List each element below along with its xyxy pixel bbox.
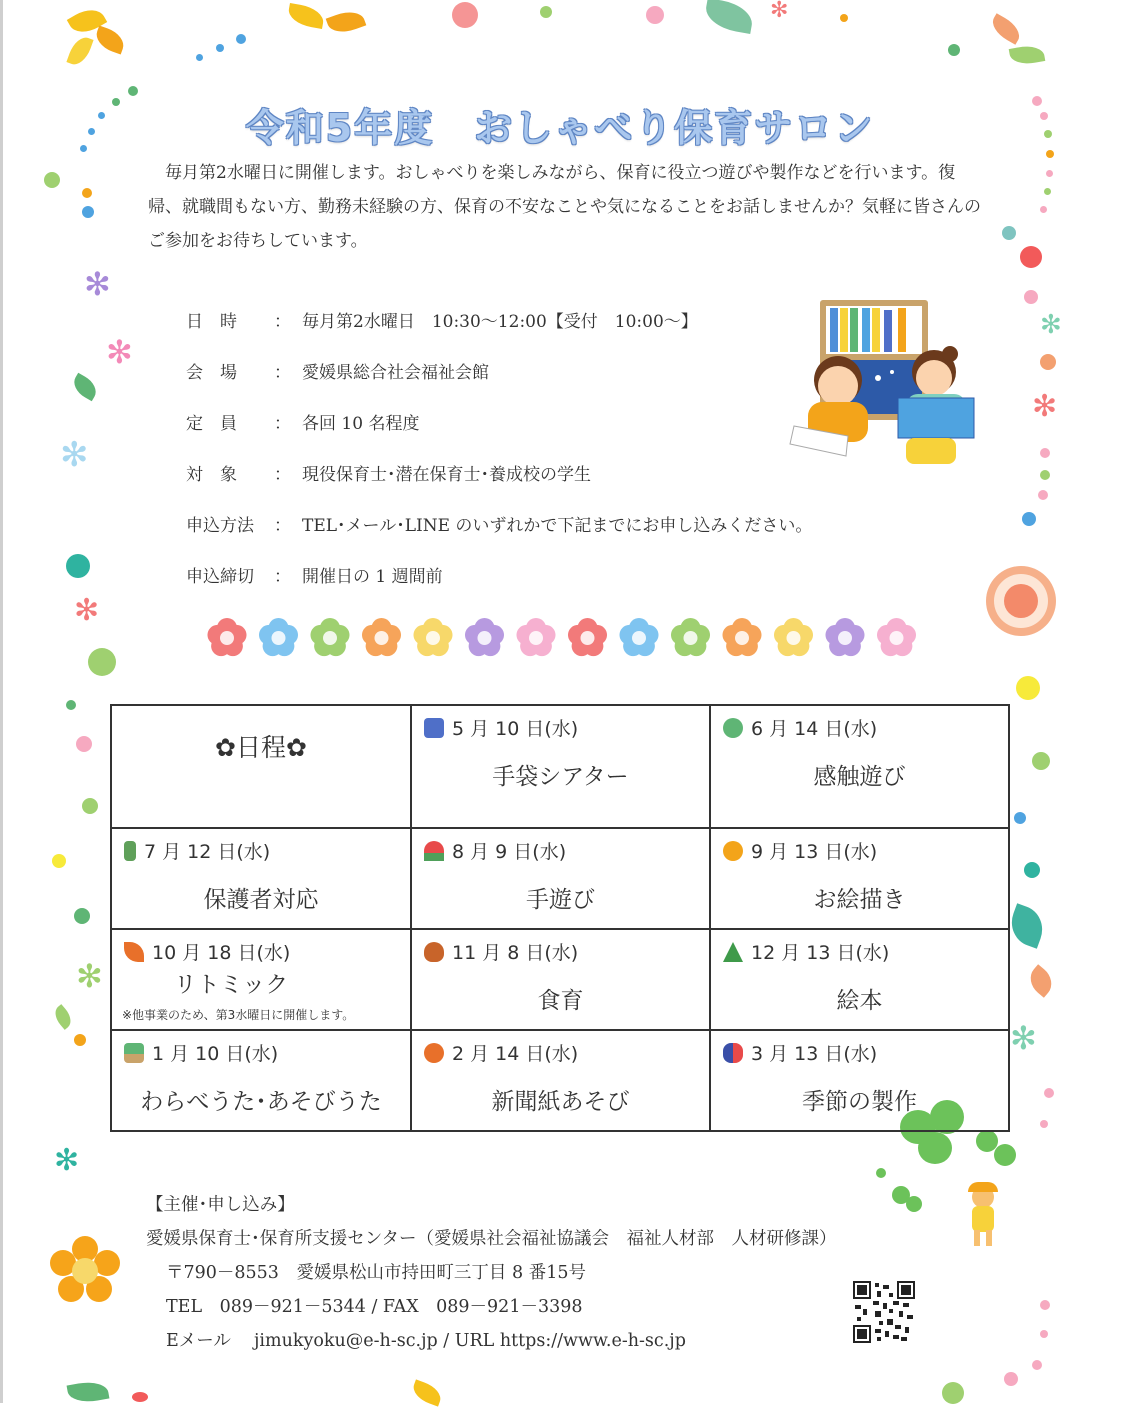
dot (1044, 188, 1051, 195)
table-row (111, 828, 1009, 929)
flower-icon (722, 618, 761, 656)
schedule-title: わらべうた･あそびうた (140, 1089, 382, 1115)
frog-icon (723, 718, 743, 738)
schedule-title: 新聞紙あそび (491, 1089, 630, 1115)
schedule-date: 1 月 10 日(水) (152, 1043, 279, 1065)
leaf-icon (1024, 964, 1058, 998)
dot (112, 98, 120, 106)
asterisk-flower-icon: ✻ (54, 1143, 80, 1178)
asterisk-flower-icon: ✻ (1010, 1019, 1037, 1057)
dot (1032, 96, 1042, 106)
flower-icon (516, 618, 555, 656)
schedule-table (110, 704, 1010, 1132)
dot (82, 798, 98, 814)
info-label: 対 象 (186, 465, 237, 485)
dot (82, 188, 92, 198)
info-row-capacity (186, 396, 836, 447)
table-row (111, 929, 1009, 1030)
schedule-cell (111, 929, 411, 1030)
schedule-date: 12 月 13 日(水) (751, 942, 890, 964)
leaf-icon (1009, 43, 1046, 67)
footer-address: 〒790－8553 愛媛県松山市持田町三丁目 8 番15号 (166, 1263, 586, 1283)
schedule-title: 感触遊び (813, 764, 906, 790)
info-value: 開催日の 1 週間前 (302, 567, 443, 587)
dot (1024, 290, 1038, 304)
info-row-datetime (186, 294, 836, 345)
schedule-cell (411, 929, 710, 1030)
flower-icon (413, 618, 452, 656)
dot (1004, 1372, 1018, 1386)
info-colon: ： (274, 567, 291, 587)
schedule-title: 手遊び (526, 887, 595, 913)
info-label: 申込方法 (186, 516, 254, 536)
footer-email-url: Eメール jimukyoku@e-h-sc.jp / URL https://www.e-h-sc.jp (166, 1331, 686, 1351)
qr-code-icon (853, 1281, 915, 1343)
event-info (186, 294, 836, 600)
schedule-date: 2 月 14 日(水) (452, 1043, 579, 1065)
asterisk-flower-icon: ✻ (1040, 310, 1062, 340)
info-value: 愛媛県総合社会福祉会館 (302, 363, 489, 383)
flower-icon (774, 618, 813, 656)
schedule-title: 食育 (537, 988, 584, 1014)
dot (74, 908, 90, 924)
asterisk-flower-icon: ✻ (60, 435, 89, 475)
schedule-title: 季節の製作 (802, 1089, 917, 1115)
oni-icon (424, 1043, 444, 1063)
flower-icon (568, 618, 607, 656)
hina-doll-icon (723, 1043, 743, 1063)
dot (646, 6, 664, 24)
info-label: 定 員 (186, 414, 237, 434)
dot (196, 54, 203, 61)
info-row-venue (186, 345, 836, 396)
dot (1032, 752, 1050, 770)
dot (128, 86, 138, 96)
kadomatsu-icon (124, 1043, 144, 1063)
dot (1040, 206, 1047, 213)
schedule-title: リトミック (173, 972, 289, 998)
schedule-heading: ✿日程✿ (111, 705, 411, 828)
schedule-date: 7 月 12 日(水) (144, 841, 271, 863)
schedule-date: 8 月 9 日(水) (452, 841, 567, 863)
schedule-date: 10 月 18 日(水) (152, 942, 291, 964)
leaf-icon (703, 0, 755, 34)
schedule-title: 手袋シアター (492, 764, 629, 790)
schedule-cell (111, 1030, 411, 1131)
leaf-icon (67, 1379, 110, 1406)
leaf-icon (326, 6, 367, 37)
dot (1032, 1360, 1042, 1370)
flower-icon (465, 618, 504, 656)
info-row-target (186, 447, 836, 498)
schedule-cell (111, 828, 411, 929)
dot (80, 145, 87, 152)
dot (840, 14, 848, 22)
dot (82, 206, 94, 218)
dot (1046, 150, 1054, 158)
dot (1020, 246, 1042, 268)
cactus-icon (124, 841, 136, 861)
leaf-icon (51, 1004, 76, 1030)
info-label: 申込締切 (186, 567, 254, 587)
flower-icon (877, 618, 916, 656)
asterisk-flower-icon: ✻ (84, 265, 111, 303)
dot (1040, 1120, 1048, 1128)
asterisk-flower-icon: ✻ (1032, 389, 1058, 424)
flower-icon (207, 618, 246, 656)
asterisk-flower-icon: ✻ (106, 333, 133, 371)
schedule-cell (411, 1030, 710, 1131)
dot (1044, 1088, 1054, 1098)
dot (132, 1392, 148, 1402)
chestnut-icon (424, 942, 444, 962)
dot (1038, 490, 1048, 500)
dot (88, 648, 116, 676)
info-colon: ： (274, 516, 291, 536)
info-value: 各回 10 名程度 (302, 414, 420, 434)
dot (66, 700, 76, 710)
intro-paragraph: 毎月第2水曜日に開催します。おしゃべりを楽しみながら、保育に役立つ遊びや製作などを行います。復帰、就職間もない方、勤務未経験の方、保育の不安なことや気になることをお話しませんか？気軽に皆さんのご参加をお待ちしています。 (148, 163, 981, 251)
schedule-title: 絵本 (836, 988, 883, 1014)
contact-footer (146, 1188, 946, 1358)
dot (1040, 112, 1048, 120)
info-colon: ： (274, 465, 291, 485)
leaf-icon (988, 13, 1025, 45)
info-value: 毎月第2水曜日 10:30～12:00【受付 10:00～】 (302, 312, 698, 332)
autumn-leaf-icon (124, 942, 144, 962)
schedule-cell (710, 828, 1009, 929)
watermelon-icon (424, 841, 444, 861)
schedule-title: お絵描き (813, 887, 906, 913)
dot (236, 34, 246, 44)
dot (1016, 676, 1040, 700)
leaf-icon (66, 34, 93, 68)
schedule-date: 3 月 13 日(水) (751, 1043, 878, 1065)
schedule-date: 9 月 13 日(水) (751, 841, 878, 863)
dot (1040, 448, 1050, 458)
flower-divider (205, 616, 925, 660)
dot (1040, 354, 1056, 370)
train-icon (424, 718, 444, 738)
dot (1002, 226, 1016, 240)
children-reading-illustration (788, 298, 983, 468)
dot (452, 2, 478, 28)
asterisk-flower-icon: ✻ (76, 957, 103, 995)
dot (66, 554, 90, 578)
dot (1040, 1330, 1048, 1338)
page-title: 令和5年度 おしゃべり保育サロン (245, 106, 875, 151)
leaf-icon (69, 373, 101, 402)
dot (88, 128, 95, 135)
schedule-date: 5 月 10 日(水) (452, 718, 579, 740)
flower-icon (671, 618, 710, 656)
flower-icon (362, 618, 401, 656)
footer-phone-fax: TEL 089－921－5344 / FAX 089－921－3398 (166, 1297, 583, 1317)
info-label: 日 時 (186, 312, 237, 332)
dot (1014, 812, 1026, 824)
schedule-cell (411, 705, 710, 828)
table-row (111, 705, 1009, 828)
orange-flower-icon (50, 1236, 120, 1306)
dot (216, 44, 224, 52)
asterisk-flower-icon: ✻ (770, 0, 789, 23)
footer-organization: 愛媛県保育士･保育所支援センター（愛媛県社会福祉協議会 福祉人材部 人材研修課） (146, 1229, 837, 1249)
info-label: 会 場 (186, 363, 237, 383)
dot (1040, 1300, 1050, 1310)
schedule-cell (710, 929, 1009, 1030)
flower-icon (310, 618, 349, 656)
schedule-title: 保護者対応 (203, 887, 319, 913)
info-colon: ： (274, 363, 291, 383)
schedule-note: ※他事業のため、第3水曜日に開催します。 (122, 1008, 355, 1022)
dot (948, 44, 960, 56)
leaf-icon (1005, 903, 1049, 948)
christmas-tree-icon (723, 942, 743, 962)
dot (98, 112, 105, 119)
schedule-cell (710, 1030, 1009, 1131)
info-row-deadline (186, 549, 836, 600)
footer-heading: 【主催･申し込み】 (146, 1195, 295, 1215)
asterisk-flower-icon: ✻ (74, 593, 100, 628)
dot (44, 172, 60, 188)
schedule-cell (411, 828, 710, 929)
schedule-date: 6 月 14 日(水) (751, 718, 878, 740)
info-row-application (186, 498, 836, 549)
dot (1044, 130, 1052, 138)
dot (1046, 170, 1053, 177)
orange-icon (723, 841, 743, 861)
info-value: TEL･メール･LINE のいずれかで下記までにお申し込みください。 (302, 516, 813, 536)
info-value: 現役保育士･潜在保育士･養成校の学生 (302, 465, 591, 485)
dot (1022, 512, 1036, 526)
flower-icon (259, 618, 298, 656)
schedule-cell (710, 705, 1009, 828)
sunflower-icon (986, 566, 1056, 636)
leaf-icon (287, 3, 326, 29)
dot (1040, 470, 1050, 480)
info-colon: ： (274, 312, 291, 332)
schedule-date: 11 月 8 日(水) (452, 942, 579, 964)
flower-icon (825, 618, 864, 656)
dot (942, 1382, 964, 1404)
dot (52, 854, 66, 868)
dot (1024, 862, 1040, 878)
dot (76, 736, 92, 752)
table-row (111, 1030, 1009, 1131)
info-colon: ： (274, 414, 291, 434)
dot (74, 1034, 86, 1046)
flower-icon (619, 618, 658, 656)
leaf-icon (92, 25, 127, 54)
dot (540, 6, 552, 18)
